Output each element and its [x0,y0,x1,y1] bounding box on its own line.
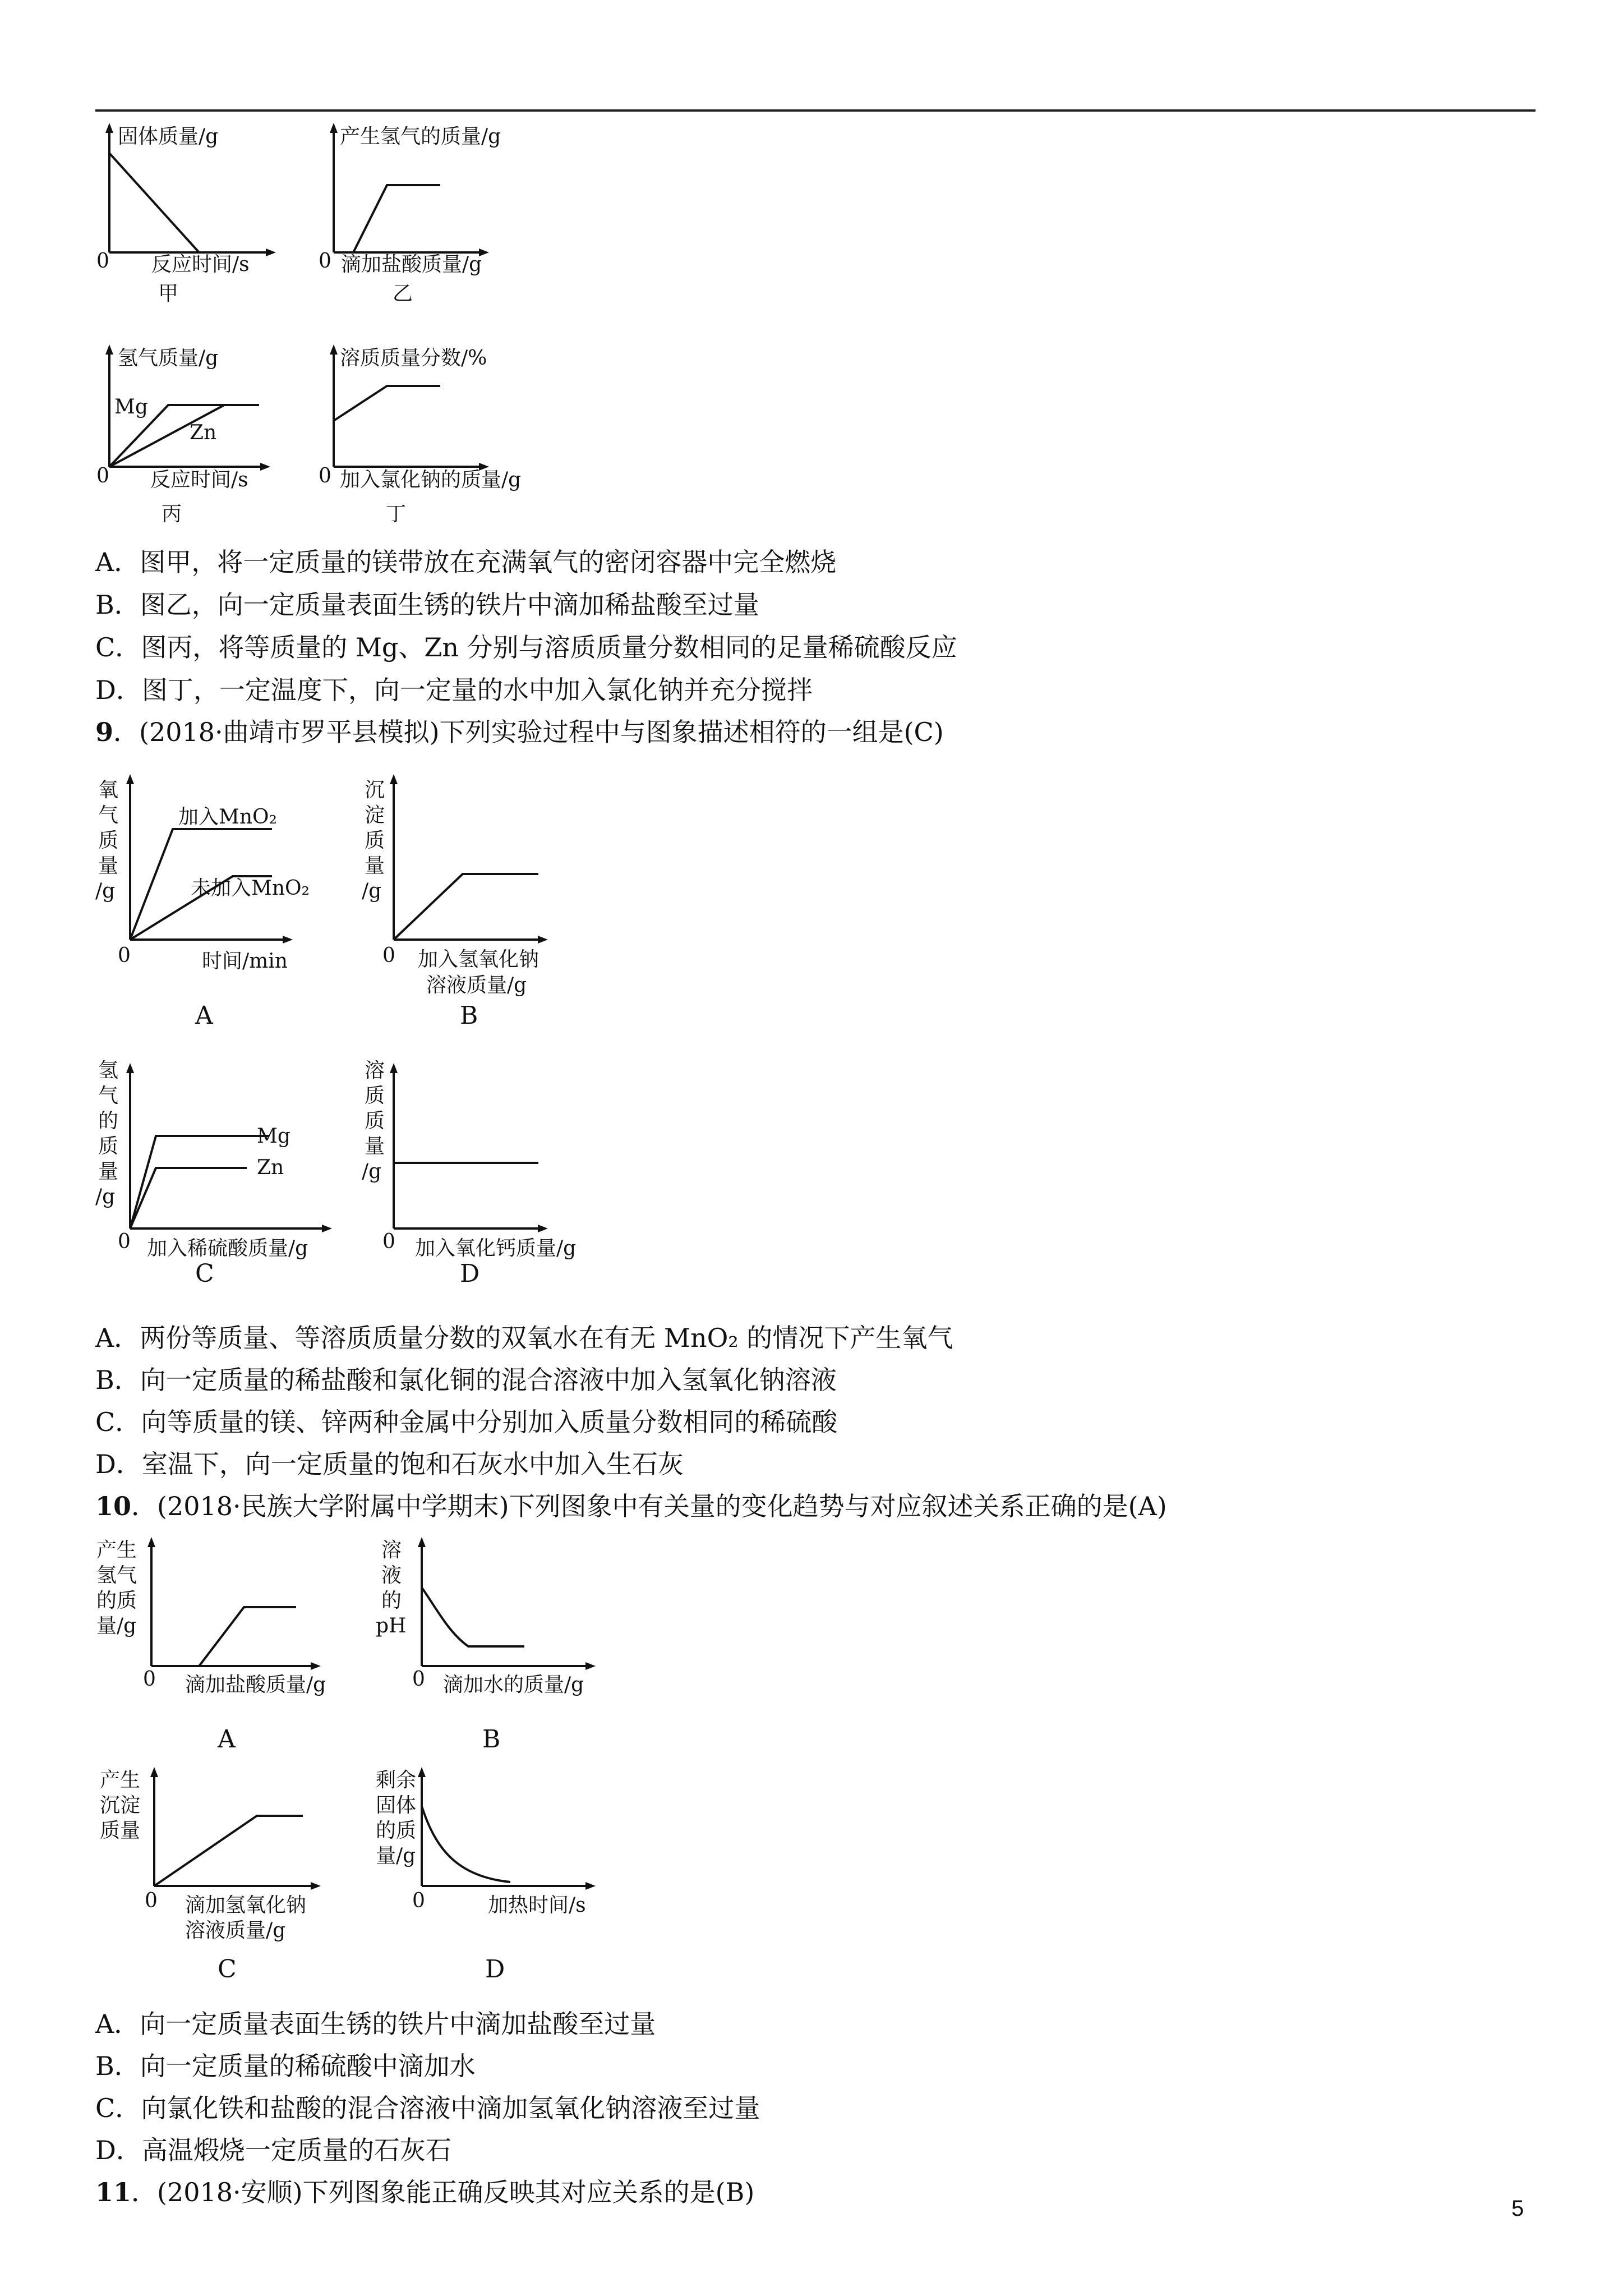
y-axis-label: 量/g [376,1844,416,1867]
origin-label: 0 [412,1889,425,1912]
graph-q10-d [370,1761,628,1997]
graph-caption: C [218,1955,237,1984]
q9-option-c: C．向等质量的镁、锌两种金属中分别加入质量分数相同的稀硫酸 [95,1407,838,1437]
question-number: 9 [95,717,114,747]
graph-caption: C [195,1259,214,1288]
question-number: 10 [95,1491,132,1521]
origin-label: 0 [412,1668,425,1691]
series-label-zn: Zn [190,421,217,444]
y-axis-label: /g [362,1160,382,1183]
y-axis-label: 固体 [376,1794,417,1817]
graph-q10-c [90,1761,359,1997]
x-axis-label: 加入氯化钠的质量/g [340,468,522,491]
origin-label: 0 [319,464,331,487]
graph-jia [90,121,292,311]
origin-label: 0 [118,1230,131,1253]
q9-option-a: A．两份等质量、等溶质质量分数的双氧水在有无 MnO₂ 的情况下产生氧气 [95,1323,953,1353]
x-axis-label: 滴加氢氧化钠 [185,1894,307,1917]
origin-label: 0 [382,944,395,967]
y-axis-label: 氢 [98,1059,119,1082]
y-axis-label: pH [376,1614,407,1637]
q9-option-b: B．向一定质量的稀盐酸和氯化铜的混合溶液中加入氢氧化钠溶液 [95,1365,837,1395]
graph-q9-a [90,769,336,1030]
q10-stem [95,1489,1167,1523]
x-axis-label: 滴加盐酸质量/g [341,253,482,276]
y-axis-label: 剩余 [376,1769,417,1792]
graph-caption: 甲 [158,282,179,305]
y-axis-label: /g [95,1185,116,1208]
graph-q10-b [370,1531,628,1767]
y-axis-label: 质 [365,829,385,852]
q8-option-a: A．图甲，将一定质量的镁带放在充满氧气的密闭容器中完全燃烧 [95,547,837,577]
y-axis-label: 沉淀 [100,1794,141,1817]
y-axis-label: 量 [98,854,119,877]
graph-q10-a [90,1531,359,1767]
series-label-without-mno2: 未加入MnO₂ [191,877,310,900]
q10-option-a: A．向一定质量表面生锈的铁片中滴加盐酸至过量 [95,2009,656,2039]
y-axis-label: 固体质量/g [118,125,219,148]
series-label-with-mno2: 加入MnO₂ [178,806,277,829]
series-label-zn: Zn [257,1156,284,1179]
y-axis-label: 氢气 [96,1564,137,1587]
graph-caption: 丙 [162,503,182,526]
y-axis-label: 质 [365,1110,385,1133]
question-text: ．(2018·民族大学附属中学期末)下列图象中有关量的变化趋势与对应叙述关系正确的是(A) [131,1491,1167,1521]
graph-q9-d [359,1057,617,1299]
origin-label: 0 [96,250,109,273]
page-number: 5 [1511,2196,1524,2221]
x-axis-label: 滴加水的质量/g [443,1673,584,1696]
y-axis-label: 产生 [100,1769,141,1792]
y-axis-label: 质 [365,1084,385,1107]
graph-q9-b [359,769,594,1030]
graph-caption: 丁 [386,503,407,526]
y-axis-label: 气 [98,804,119,827]
header-rule [95,109,1536,112]
y-axis-label: 气 [98,1084,119,1107]
question-text: ．(2018·安顺)下列图象能正确反映其对应关系的是(B) [131,2177,755,2207]
graph-caption: B [460,1001,478,1030]
q9-option-d: D．室温下，向一定质量的饱和石灰水中加入生石灰 [95,1449,684,1479]
q8-option-d: D．图丁，一定温度下，向一定量的水中加入氯化钠并充分搅拌 [95,675,813,705]
series-label-mg: Mg [114,395,148,418]
y-axis-label: 氢气质量/g [118,347,219,370]
graph-yi [314,121,550,311]
q10-option-b: B．向一定质量的稀硫酸中滴加水 [95,2051,476,2081]
question-text: ．(2018·曲靖市罗平县模拟)下列实验过程中与图象描述相符的一组是(C) [113,717,944,747]
x-axis-label: 加入氢氧化钠 [418,948,540,971]
origin-label: 0 [143,1668,156,1691]
x-axis-label: 时间/min [202,950,288,973]
y-axis-label: 溶 [365,1059,385,1082]
graph-caption: D [485,1955,505,1984]
q8-option-b: B．图乙，向一定质量表面生锈的铁片中滴加稀盐酸至过量 [95,590,759,620]
origin-label: 0 [145,1889,158,1912]
graph-bing [90,342,292,533]
graph-ding [314,342,572,533]
y-axis-label: 沉 [365,779,385,802]
graph-q9-c [90,1057,348,1299]
x-axis-label: 溶液质量/g [426,974,527,997]
y-axis-label: 量 [365,854,385,877]
q10-option-c: C．向氯化铁和盐酸的混合溶液中滴加氢氧化钠溶液至过量 [95,2093,760,2123]
x-axis-label: 加入稀硫酸质量/g [147,1237,308,1260]
y-axis-label: 的 [98,1110,119,1133]
origin-label: 0 [96,464,109,487]
y-axis-label: 溶 [381,1539,402,1562]
y-axis-label: 的 [381,1589,402,1612]
y-axis-label: 质 [98,1135,119,1158]
y-axis-label: 质量 [100,1819,141,1842]
y-axis-label: 量 [98,1160,119,1183]
graph-caption: A [195,1001,213,1030]
y-axis-label: 量 [365,1135,385,1158]
graph-caption: D [460,1259,480,1288]
q9-stem [95,715,944,749]
y-axis-label: /g [95,880,116,903]
y-axis-label: /g [362,880,382,903]
origin-label: 0 [118,944,131,967]
y-axis-label: 的质 [376,1819,417,1842]
y-axis-label: 淀 [365,804,385,827]
q8-option-c: C．图丙，将等质量的 Mg、Zn 分别与溶质质量分数相同的足量稀硫酸反应 [95,632,957,662]
series-label-mg: Mg [257,1125,291,1148]
origin-label: 0 [382,1230,395,1253]
x-axis-label: 加入氧化钙质量/g [415,1237,577,1260]
y-axis-label: 产生氢气的质量/g [340,125,501,148]
origin-label: 0 [319,250,331,273]
y-axis-label: 氧 [98,779,119,802]
x-axis-label: 滴加盐酸质量/g [185,1673,326,1696]
x-axis-label: 加热时间/s [488,1894,586,1917]
q11-stem [95,2175,754,2209]
question-number: 11 [95,2177,132,2207]
x-axis-label: 反应时间/s [150,468,248,491]
y-axis-label: 溶质质量分数/% [340,347,487,370]
x-axis-label: 反应时间/s [151,253,250,276]
x-axis-label: 溶液质量/g [185,1919,286,1942]
y-axis-label: 量/g [96,1614,137,1637]
y-axis-label: 产生 [96,1539,137,1562]
y-axis-label: 质 [98,829,119,852]
y-axis-label: 液 [381,1564,402,1587]
graph-caption: A [218,1725,236,1754]
graph-caption: 乙 [393,282,413,305]
q10-option-d: D．高温煅烧一定质量的石灰石 [95,2135,451,2165]
y-axis-label: 的质 [96,1589,137,1612]
graph-caption: B [482,1725,501,1754]
